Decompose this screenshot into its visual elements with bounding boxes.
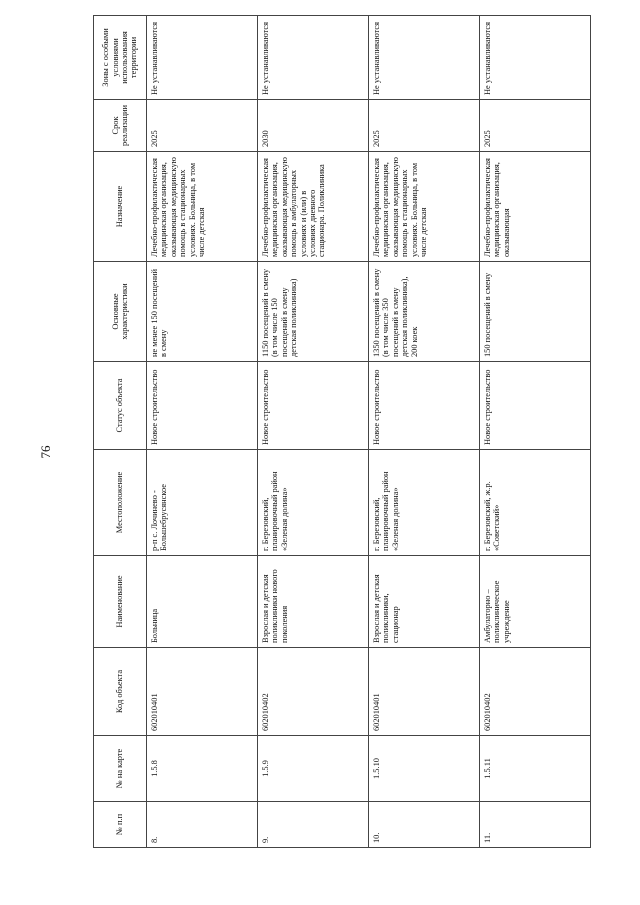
cell-purpose: Лечебно-профилактическая медицинская организация, оказывающая медицинскую помощь в стационарных условиях. Больница, в том числе детская (147, 152, 258, 262)
table-wrapper (93, 16, 577, 848)
cell-name: Больница (147, 556, 258, 648)
cell-num: 11. (480, 802, 591, 848)
cell-location: р-п с. Лочинево - Большебрусянское (147, 450, 258, 556)
header-map-no: № на карте (94, 736, 147, 802)
cell-term: 2025 (147, 100, 258, 152)
page-number: 76 (38, 445, 53, 459)
cell-num: 9. (258, 802, 369, 848)
cell-characteristics: 150 посещений в смену (480, 262, 591, 362)
cell-characteristics: 1350 посещений в смену (в том числе 350 посещений в смену детская поликлиника), 200 коек (369, 262, 480, 362)
cell-zones: Не устанавливаются (369, 16, 480, 100)
cell-zones: Не устанавливаются (480, 16, 591, 100)
header-zones: Зоны с особыми условиями использования территории (94, 16, 147, 100)
header-name: Наименование (94, 556, 147, 648)
cell-characteristics: 1150 посещений в смену (в том числе 150 посещений в смену детская поликлиника) (258, 262, 369, 362)
cell-purpose: Лечебно-профилактическая медицинская организация, оказывающая медицинскую помощь в стационарных условиях. Больница, в том числе детская (369, 152, 480, 262)
cell-map-no: 1.5.9 (258, 736, 369, 802)
cell-term: 2025 (369, 100, 480, 152)
cell-map-no: 1.5.10 (369, 736, 480, 802)
cell-name: Взрослая и детская поликлиники, стационар (369, 556, 480, 648)
objects-table (93, 15, 591, 848)
table-row (258, 16, 369, 848)
cell-purpose: Лечебно-профилактическая медицинская организация, оказывающая (480, 152, 591, 262)
cell-code: 602010401 (369, 648, 480, 736)
cell-status: Новое строительство (369, 362, 480, 450)
cell-location: г. Березовский, планировочный район «Зеленая долина» (258, 450, 369, 556)
cell-term: 2025 (480, 100, 591, 152)
header-term: Срок реализации (94, 100, 147, 152)
header-location: Местоположение (94, 450, 147, 556)
cell-status: Новое строительство (480, 362, 591, 450)
cell-code: 602010401 (147, 648, 258, 736)
cell-num: 10. (369, 802, 480, 848)
cell-zones: Не устанавливаются (258, 16, 369, 100)
cell-map-no: 1.5.11 (480, 736, 591, 802)
cell-map-no: 1.5.8 (147, 736, 258, 802)
cell-characteristics: не менее 150 посещений в смену (147, 262, 258, 362)
cell-purpose: Лечебно-профилактическая медицинская организация, оказывающая медицинскую помощь в амбулаторных условиях и (или) в условиях дневного стационара. Поликлиника (258, 152, 369, 262)
header-purpose: Назначение (94, 152, 147, 262)
header-characteristics: Основные характеристики (94, 262, 147, 362)
header-num: № п.п (94, 802, 147, 848)
cell-name: Амбулаторно – поликлиническое учреждение (480, 556, 591, 648)
cell-term: 2030 (258, 100, 369, 152)
cell-num: 8. (147, 802, 258, 848)
table-row (480, 16, 591, 848)
cell-status: Новое строительство (147, 362, 258, 450)
table-row (147, 16, 258, 848)
header-status: Статус объекта (94, 362, 147, 450)
cell-location: г. Березовский, планировочный район «Зеленая долина» (369, 450, 480, 556)
cell-location: г. Березовский, ж.р. «Советский» (480, 450, 591, 556)
cell-status: Новое строительство (258, 362, 369, 450)
cell-zones: Не устанавливаются (147, 16, 258, 100)
cell-code: 602010402 (258, 648, 369, 736)
cell-name: Взрослая и детская поликлиники нового поколения (258, 556, 369, 648)
table-row (369, 16, 480, 848)
cell-code: 602010402 (480, 648, 591, 736)
header-code: Код объекта (94, 648, 147, 736)
table-header-row (94, 16, 147, 848)
